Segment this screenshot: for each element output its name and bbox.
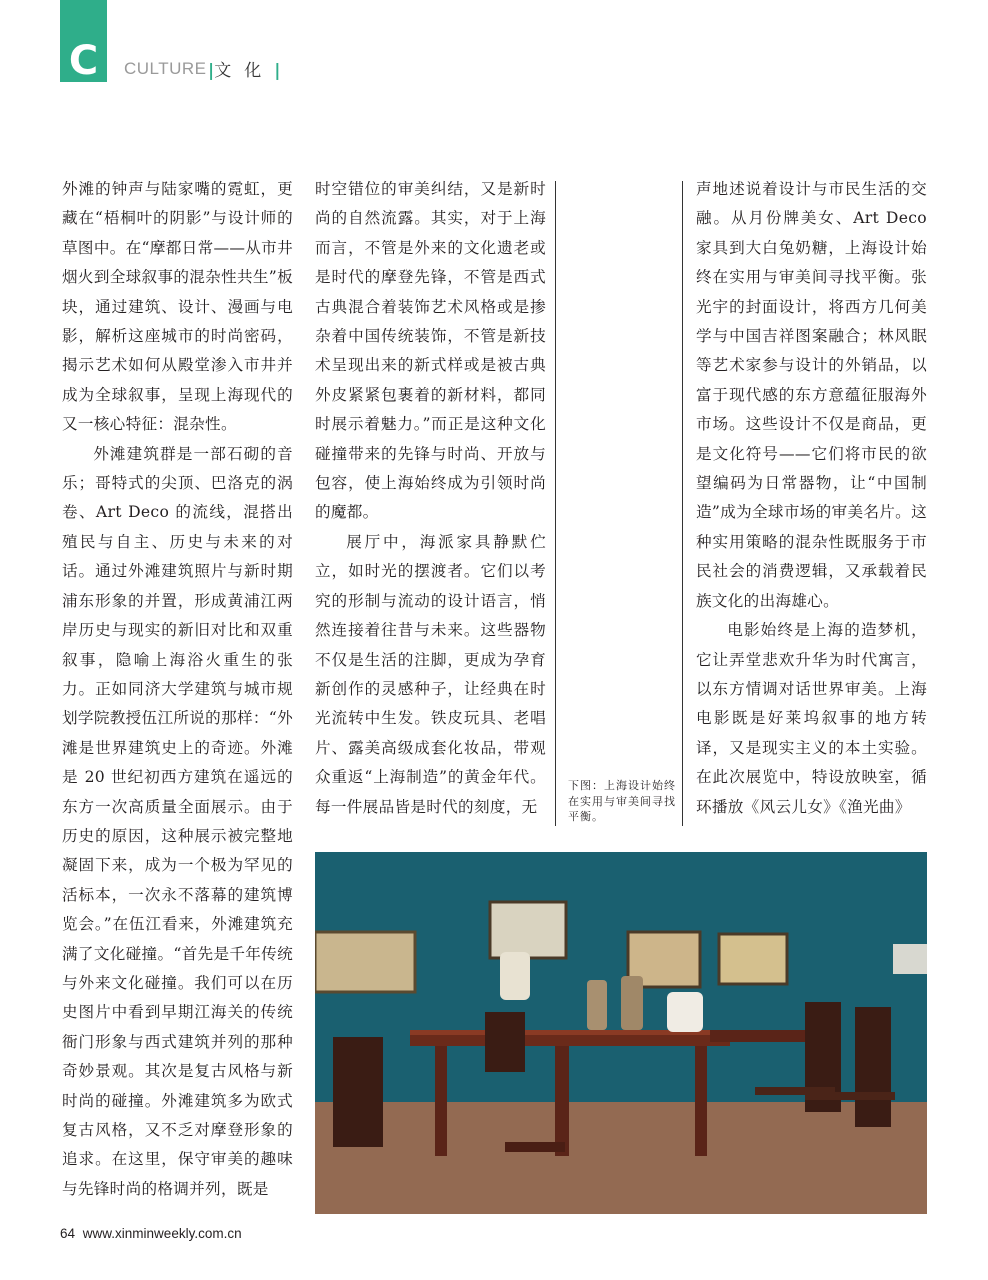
section-bar-right: | [274, 61, 281, 81]
page-number: 64 [60, 1226, 76, 1241]
exhibition-photo [315, 852, 927, 1214]
paragraph: 展厅中，海派家具静默伫立，如时光的摆渡者。它们以考究的形制与流动的设计语言，悄然连接着往昔与未来。这些器物不仅是生活的注脚，更成为孕育新创作的灵感种子，让经典在时光流转中生发。铁皮玩具、老唱片、露美高级成套化妆品，带观众重返“上海制造”的黄金年代。每一件展品皆是时代的刻度，无 [315, 532, 546, 816]
section-bar-left: | [208, 61, 215, 81]
section-name-en: CULTURE [124, 59, 207, 78]
article-column-1 [62, 175, 293, 1204]
page-footer [60, 1226, 242, 1241]
section-name-zh-text: 文化 [214, 61, 275, 81]
section-tab-letter: C [60, 0, 107, 82]
paragraph: 声地述说着设计与市民生活的交融。从月份牌美女、Art Deco 家具到大白兔奶糖，上海设计始终在实用与审美间寻找平衡。张光宇的封面设计，将西方几何美学与中国吉祥图案融合；林风眠等艺术家参与设计的外销品，以富于现代感的东方意蕴征服海外市场。这些设计不仅是商品，更是文化符号——它们将市民的欲望编码为日常器物，让“中国制造”成为全球市场的审美名片。这种实用策略的混杂性既服务于市民社会的消费逻辑，又承载着民族文化的出海雄心。 [696, 180, 927, 610]
paragraph: 外滩的钟声与陆家嘴的霓虹，更藏在“梧桐叶的阴影”与设计师的草图中。在“摩都日常——从市井烟火到全球叙事的混杂性共生”板块，通过建筑、设计、漫画与电影，解析这座城市的时尚密码，揭示艺术如何从殿堂渗入市井并成为全球叙事，呈现上海现代的又一核心特征：混杂性。 [62, 180, 293, 434]
article-column-3 [696, 175, 927, 822]
paragraph: 外滩建筑群是一部石砌的音乐；哥特式的尖顶、巴洛克的涡卷、Art Deco 的流线，混搭出殖民与自主、历史与未来的对话。通过外滩建筑照片与新时期浦东形象的并置，形成黄浦江两岸历史与现实的新旧对比和双重叙事，隐喻上海浴火重生的张力。正如同济大学建筑与城市规划学院教授伍江所说的那样：“外滩是世界建筑史上的奇迹。外滩是 20 世纪初西方建筑在遥远的东方一次高质量全面展示。由于历史的原因，这种展示被完整地凝固下来，成为一个极为罕见的活标本，一次永不落幕的建筑博览会。”在伍江看来，外滩建筑充满了文化碰撞。“首先是千年传统与外来文化碰撞。我们可以在历史图片中看到早期江海关的传统衙门形象与西式建筑并列的那种奇妙景观。其次是复古风格与新时尚的碰撞。外滩建筑多为欧式复古风格，又不乏对摩登形象的追求。在这里，保守审美的趣味与先锋时尚的格调并列，既是 [62, 444, 293, 1198]
exhibition-photo-illustration [315, 852, 927, 1214]
website-url: www.xinminweekly.com.cn [82, 1226, 242, 1241]
column-divider [555, 181, 556, 826]
section-name-zh [208, 56, 280, 81]
article-column-2 [315, 175, 546, 822]
photo-caption: 下图：上海设计始终在实用与审美间寻找平衡。 [568, 779, 676, 823]
paragraph: 时空错位的审美纠结，又是新时尚的自然流露。其实，对于上海而言，不管是外来的文化遗老或是时代的摩登先锋，不管是西式古典混合着装饰艺术风格或是掺杂着中国传统装饰，不管是新技术呈现出来的新式样或是被古典外皮紧紧包裹着的新材料，都同时展示着魅力。”而正是这种文化碰撞带来的先锋与时尚、开放与包容，使上海始终成为引领时尚的魔都。 [315, 180, 546, 522]
paragraph: 电影始终是上海的造梦机，它让弄堂悲欢升华为时代寓言，以东方情调对话世界审美。上海电影既是好莱坞叙事的地方转译，又是现实主义的本土实验。在此次展览中，特设放映室，循环播放《风云儿女》《渔光曲》 [696, 621, 927, 816]
column-divider [682, 181, 683, 826]
